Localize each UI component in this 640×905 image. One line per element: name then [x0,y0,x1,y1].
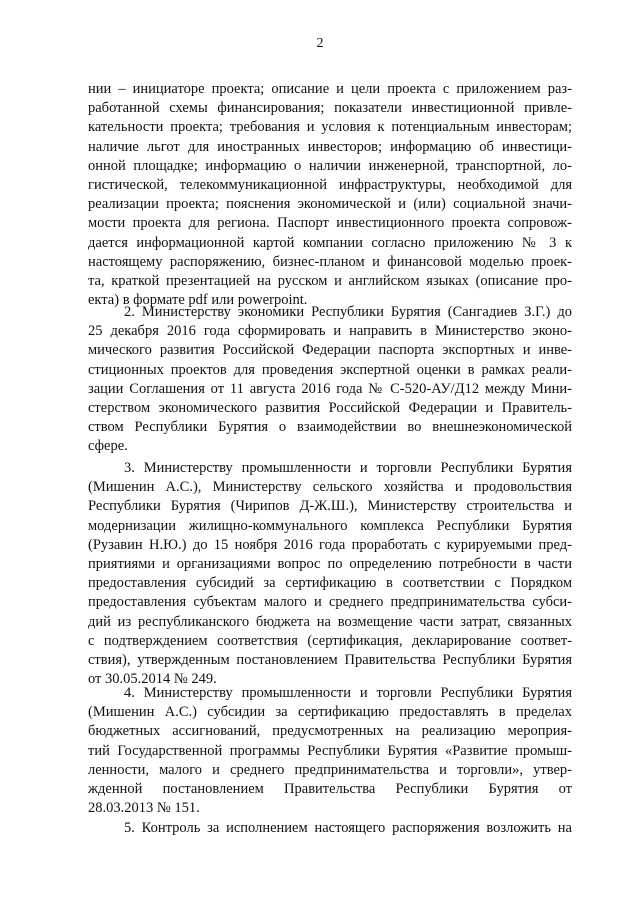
text-line: предоставления субсидий за сертификацию в соответствии с Порядком [88,575,572,592]
text-line: реализации проекта; пояснения экономической и (или) социальной значи- [88,196,572,213]
text-line: ством Республики Бурятия о взаимодействии во внешнеэкономической [88,419,572,436]
text-line: дается информационной картой компании согласно приложению № 3 к [88,234,572,251]
text-line: гистической, телекоммуникационной инфраструктуры, необходимой для [88,176,572,193]
text-line: ствия), утвержденным постановлением Правительства Республики Бурятия [88,651,572,668]
text-line: ленности, малого и среднего предпринимательства и торговли», утвер- [88,761,572,778]
text-line: от 30.05.2014 № 249. [88,671,217,688]
text-line: 28.03.2013 № 151. [88,800,200,817]
paragraph-item-2 [88,303,572,457]
text-line: стерством экономического развития Российской Федерации и Правитель- [88,399,572,416]
text-line: екта) в формате pdf или powerpoint. [88,292,308,309]
text-line: (Рузавин Н.Ю.) до 15 ноября 2016 года проработать с курируемыми пред- [88,536,572,553]
text-line: с подтверждением соответствия (сертификация, декларирование соответ- [88,632,572,649]
text-line: мости проекта для региона. Паспорт инвестиционного проекта сопровож- [88,215,572,232]
text-line: мического развития Российской Федерации паспорта экспортных и инве- [88,342,572,359]
text-line: предоставления субъектам малого и среднего предпринимательства субси- [88,594,572,611]
text-line: кательности проекта; требования и условия к потенциальным инвесторам; [88,119,572,136]
text-line: нии – инициаторе проекта; описание и цели проекта с приложением раз- [88,81,572,97]
text-line: онной площадке; информацию о наличии инженерной, транспортной, ло- [88,157,572,174]
text-line: наличие льгот для иностранных инвесторов; информацию об инвестици- [88,138,572,155]
text-line: 2. Министерству экономики Республики Бурятия (Сангадиев З.Г.) до [124,304,572,320]
text-line: 4. Министерству промышленности и торговли Республики Бурятия [124,685,572,701]
text-line: сфере. [88,438,128,455]
text-line: Республики Бурятия (Чирипов Д-Ж.Ш.), Министерству строительства и [88,498,572,515]
text-line: работанной схемы финансирования; показатели инвестиционной привле- [88,100,572,117]
text-line: тий Государственной программы Республики Бурятия «Развитие промыш- [88,742,572,759]
text-line: 3. Министерству промышленности и торговли Республики Бурятия [124,460,572,476]
text-line: приятиями и организациями вопрос по определению потребности в части [88,555,572,572]
text-line: та, краткой презентацией на русском и английском языках (описание про- [88,272,572,289]
paragraph-project-passport-contents [88,80,572,310]
text-line: стиционных проектов для проведения экспертной оценки в рамках реали- [88,361,572,378]
text-line: (Мишенин А.С.) субсидии за сертификацию предоставлять в пределах [88,704,572,721]
text-line: настоящему распоряжению, бизнес-планом и финансовой моделью проек- [88,253,572,270]
paragraph-item-4 [88,684,572,818]
page-number: 2 [316,36,324,51]
text-line: 5. Контроль за исполнением настоящего распоряжения возложить на [124,820,572,836]
text-line: зации Соглашения от 11 августа 2016 года № С-520-АУ/Д12 между Мини- [88,380,572,397]
text-line: бюджетных ассигнований, предусмотренных на реализацию мероприя- [88,723,572,740]
text-line: модернизации жилищно-коммунального комплекса Республики Бурятия [88,517,572,534]
paragraph-item-5 [88,819,572,838]
text-line: 25 декабря 2016 года сформировать и направить в Министерство эконо- [88,323,572,340]
text-line: (Мишенин А.С.), Министерству сельского хозяйства и продовольствия [88,479,572,496]
text-line: жденной постановлением Правительства Республики Бурятия от [88,780,572,797]
text-line: дий из республиканского бюджета на возмещение части затрат, связанных [88,613,572,630]
paragraph-item-3 [88,459,572,689]
